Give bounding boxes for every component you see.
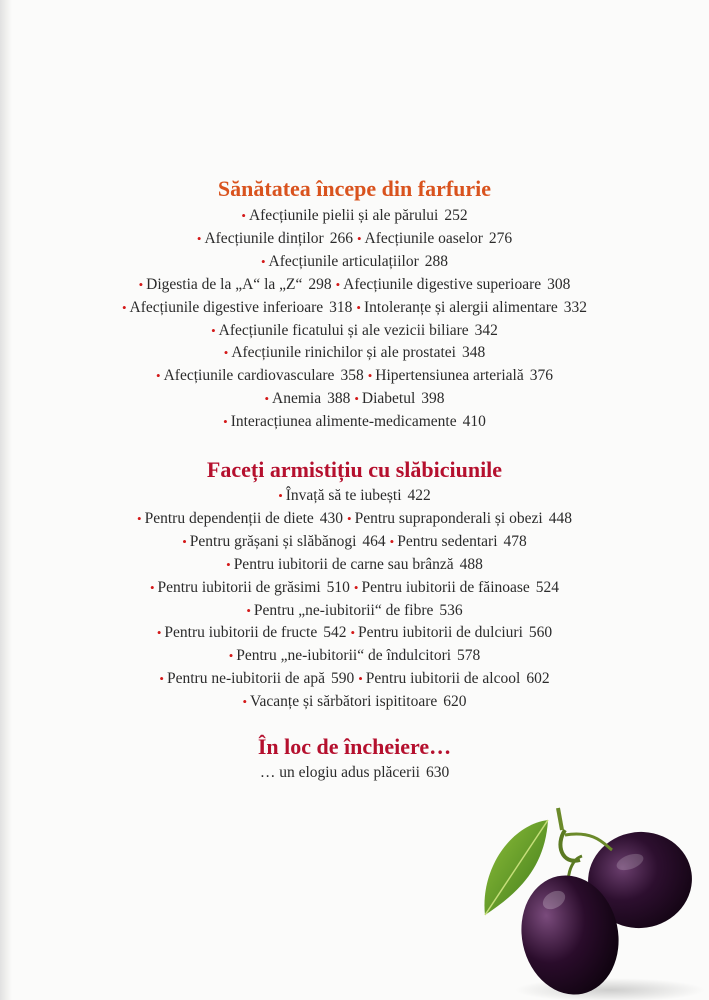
bullet-icon: • [260,253,266,269]
section-lines [0,485,709,714]
section-lines [0,205,709,434]
bullet-icon: • [211,322,216,338]
bullet-icon: • [389,533,395,549]
toc-line [0,228,709,251]
bullet-icon: • [242,694,248,710]
bullet-icon: • [137,510,142,526]
entry-title: Învață să te iubești [285,487,402,504]
entry-page: 510 [326,578,350,596]
entry-title: Pentru iubitorii de carne sau brânză [233,555,454,573]
bullet-icon: • [367,368,373,384]
toc-entry[interactable] [241,207,467,224]
entry-title: Afecțiunile digestive inferioare [129,298,324,316]
entry-page: 590 [330,670,355,688]
entry-page: 288 [424,252,448,270]
bullet-icon: • [149,579,155,595]
entry-title: Pentru sedentari [397,532,498,550]
entry-page: 620 [443,693,467,711]
toc-entry[interactable] [336,276,571,293]
entry-title: Pentru iubitorii de grăsimi [157,578,321,596]
entry-page: 422 [407,487,431,504]
entry-page: 578 [457,647,481,665]
entry-title: Pentru grășani și slăbănogi [189,532,357,550]
bullet-icon: • [223,414,228,430]
bullet-icon: • [156,368,161,384]
entry-page: 430 [319,509,344,527]
toc-line [0,554,709,577]
toc-entry[interactable] [157,624,347,641]
entry-title: Anemia [272,390,322,408]
entry-page: 560 [528,624,553,642]
plums-with-leaf-icon [470,800,709,1000]
toc-entry[interactable] [242,693,466,710]
toc-entry[interactable] [368,367,553,384]
toc-entry[interactable] [211,322,498,339]
entry-title: Pentru iubitorii de făinoase [361,578,530,596]
toc-line [0,668,709,691]
entry-page: 464 [362,532,386,550]
toc-entry[interactable] [260,764,449,781]
toc-entry[interactable] [261,253,448,270]
toc-line [0,274,709,297]
entry-page: 318 [329,298,353,316]
toc-entry[interactable] [264,390,350,407]
entry-page: 308 [547,275,571,293]
toc-entry[interactable] [159,670,354,687]
entry-title: Intoleranțe și alergii alimentare [363,298,558,316]
toc-line [0,251,709,274]
toc-entry[interactable] [156,367,364,384]
section-title: Faceți armistițiu cu slăbiciunile [206,457,503,482]
section-title: În loc de încheiere… [257,734,452,759]
toc-entry[interactable] [122,299,352,316]
bullet-icon: • [350,625,356,641]
entry-page: 358 [340,367,364,385]
bullet-icon: • [226,556,231,572]
toc-line [0,411,709,434]
entry-title: Afecțiunile cardiovasculare [163,367,335,385]
toc-entry[interactable] [357,230,512,247]
toc-section-closing [0,734,709,785]
toc-entry[interactable] [182,533,385,550]
entry-title: Pentru ne-iubitorii de apă [166,670,325,688]
entry-title: Pentru supraponderali și obezi [354,509,543,527]
toc-line [0,645,709,668]
entry-page: 524 [535,578,560,596]
entry-page: 298 [308,275,332,293]
toc-entry[interactable] [356,299,587,316]
toc-entry[interactable] [347,510,572,527]
toc-section-health [0,176,709,434]
toc-line [0,365,709,388]
entry-page: 478 [503,532,527,550]
toc-line [0,485,709,508]
bullet-icon: • [182,533,187,549]
bullet-icon: • [264,391,270,407]
toc-line [0,577,709,600]
bullet-icon: • [347,510,352,526]
toc-entry[interactable] [139,276,332,293]
toc-entry[interactable] [137,510,343,527]
bullet-icon: • [223,345,229,361]
section-title: Sănătatea începe din farfurie [217,176,492,201]
toc-entry[interactable] [150,579,350,596]
entry-page: 536 [439,601,463,619]
toc-line [0,320,709,343]
entry-title: Afecțiunile dinților [204,229,324,247]
toc-entry[interactable] [223,413,486,430]
toc-line [0,388,709,411]
bullet-icon: • [358,671,363,687]
entry-title: Afecțiunile articulațiilor [268,252,419,270]
bullet-icon: • [159,671,164,687]
entry-page: 488 [459,555,483,573]
bullet-icon: • [335,276,341,292]
toc-entry[interactable] [390,533,527,550]
bullet-icon: • [196,230,202,246]
entry-title: Pentru iubitorii de fructe [164,624,318,642]
bullet-icon: • [156,625,162,641]
entry-page: 332 [563,298,588,316]
toc-entry[interactable] [197,230,353,247]
entry-page: 376 [529,367,553,385]
bullet-icon: • [356,299,361,315]
bullet-icon: • [228,648,234,664]
entry-title: Afecțiunile ficatului și ale vezicii biliare [218,321,469,339]
entry-title: Interacțiunea alimente-medicamente [230,413,457,431]
entry-title: Pentru iubitorii de alcool [365,670,521,688]
entry-page: 602 [526,670,550,688]
bullet-icon: • [356,230,362,246]
toc-line [0,297,709,320]
toc-line [0,762,709,785]
entry-page: 342 [474,321,498,339]
toc-line [0,622,709,645]
entry-page: 276 [488,229,513,247]
toc-entry[interactable] [354,579,559,596]
entry-title: Hipertensiunea arterială [375,367,524,385]
entry-title: … un elogiu adus plăcerii [259,764,420,781]
toc-line [0,691,709,714]
toc-line [0,600,709,623]
toc-line [0,508,709,531]
bullet-icon: • [354,391,359,407]
toc-section-weaknesses [0,457,709,714]
entry-title: Vacanțe și sărbători ispititoare [250,693,438,711]
toc-line [0,531,709,554]
entry-title: Afecțiunile oaselor [364,229,483,247]
toc-entry[interactable] [226,556,483,573]
toc-entry[interactable] [246,602,462,619]
entry-page: 398 [421,390,445,408]
bullet-icon: • [353,579,359,595]
toc-entry[interactable] [224,344,486,361]
entry-title: Pentru „ne-iubitorii“ de îndulcitori [236,647,452,665]
entry-page: 448 [548,509,572,527]
toc-entry[interactable] [278,487,431,504]
bullet-icon: • [278,488,283,503]
bullet-icon: • [246,602,251,618]
bullet-icon: • [121,299,127,315]
toc-entry[interactable] [350,624,552,641]
toc-entry[interactable] [354,390,444,407]
entry-page: 388 [327,390,351,408]
entry-title: Afecțiunile rinichilor și ale prostatei [231,344,456,362]
entry-page: 252 [444,207,468,224]
toc-entry[interactable] [358,670,549,687]
entry-title: Pentru „ne-iubitorii“ de fibre [253,601,434,619]
entry-title: Digestia de la „A“ la „Z“ [146,275,303,293]
entry-title: Afecțiunile pielii și ale părului [248,207,439,224]
toc-line [0,205,709,228]
entry-page: 630 [425,764,450,781]
bullet-icon: • [138,276,144,292]
bullet-icon: • [241,208,246,223]
entry-page: 542 [323,624,347,642]
entry-title: Afecțiunile digestive superioare [343,275,542,293]
entry-title: Pentru dependenții de diete [144,509,314,527]
toc-entry[interactable] [229,647,481,664]
entry-page: 410 [462,413,486,431]
entry-title: Pentru iubitorii de dulciuri [358,624,523,642]
toc-line [0,342,709,365]
entry-page: 266 [329,229,353,247]
entry-page: 348 [462,344,486,362]
entry-title: Diabetul [361,390,416,408]
